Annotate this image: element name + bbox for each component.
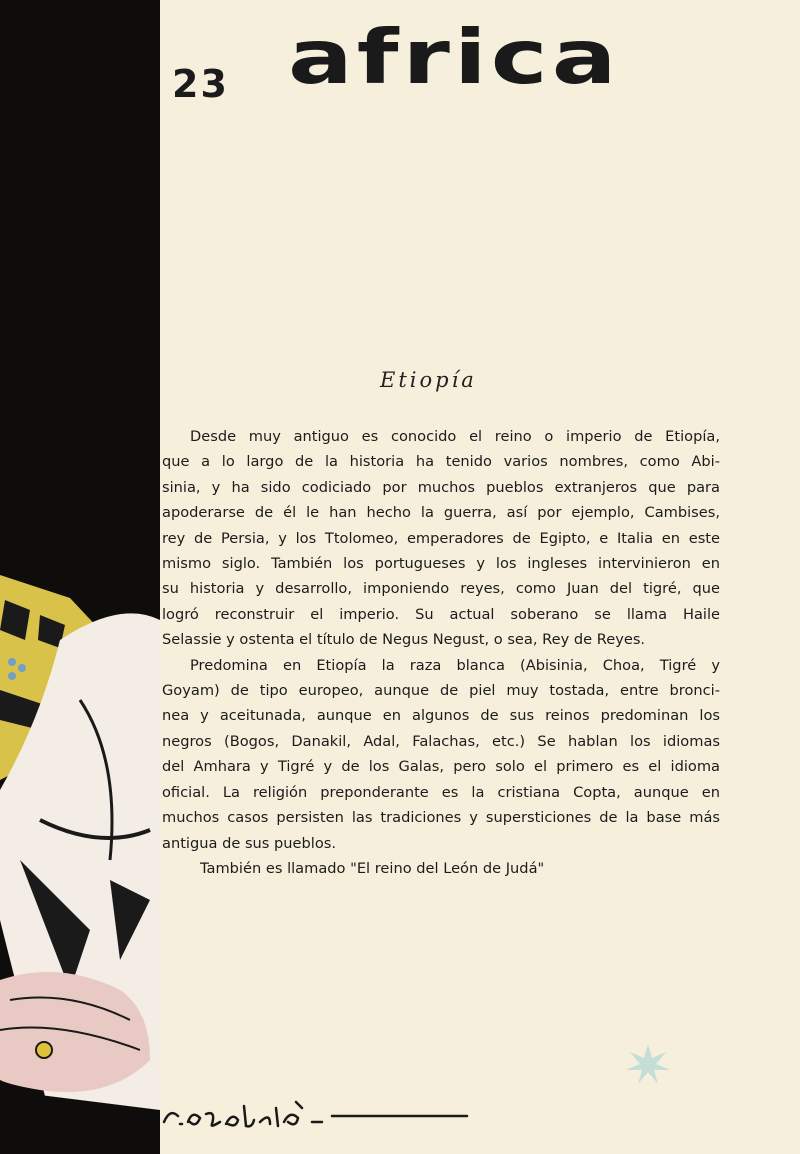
text-line: apoderarse de él le han hecho la guerra, así por ejemplo, Cambises, <box>162 504 720 522</box>
cloth-dot <box>8 658 16 666</box>
ring <box>36 1042 52 1058</box>
text-line: nea y aceitunada, aunque en algunos de sus reinos predominan los <box>162 707 720 725</box>
paragraph <box>162 856 720 881</box>
illustration-drawing <box>0 0 160 1154</box>
text-line: negros (Bogos, Danakil, Adal, Falachas, etc.) Se hablan los idiomas <box>162 732 720 750</box>
article-body <box>162 424 720 881</box>
text-line: rey de Persia, y los Ttolomeo, emperadores de Egipto, e Italia en este <box>162 529 720 547</box>
cloth-dot <box>18 664 26 672</box>
paragraph <box>162 653 720 856</box>
text-line: logró reconstruir el imperio. Su actual soberano se llama Haile <box>162 605 720 623</box>
text-line: Desde muy antiguo es conocido el reino o imperio de Etiopía, <box>190 428 720 445</box>
text-line: su historia y desarrollo, imponiendo reyes, como Juan del tigré, que <box>162 580 720 598</box>
text-line: sinia, y ha sido codiciado por muchos pueblos extranjeros que para <box>162 478 720 496</box>
text-line: Predomina en Etiopía la raza blanca (Abisinia, Choa, Tigré y <box>190 656 720 674</box>
text-line: que a lo largo de la historia ha tenido varios nombres, como Abi- <box>162 453 720 471</box>
page-number: 23 <box>172 62 229 106</box>
text-line: antigua de sus pueblos. <box>162 834 337 852</box>
cloth-dot <box>8 672 16 680</box>
text-line: Goyam) de tipo europeo, aunque de piel muy tostada, entre bronci- <box>162 682 720 700</box>
text-line: muchos casos persisten las tradiciones y supersticiones de la base más <box>162 809 720 827</box>
text-line: mismo siglo. También los portugueses y los ingleses intervinieron en <box>162 555 720 573</box>
artist-signature <box>162 1094 472 1134</box>
article-heading: Etiopía <box>380 368 477 392</box>
paragraph <box>162 424 720 653</box>
text-line: También es llamado "El reino del León de Judá" <box>200 859 545 877</box>
ink-stain <box>622 1040 674 1086</box>
text-line: oficial. La religión preponderante es la cristiana Copta, aunque en <box>162 783 720 801</box>
text-line: Selassie y ostenta el título de Negus Negust, o sea, Rey de Reyes. <box>162 631 646 649</box>
page-title: africa <box>288 13 621 102</box>
side-illustration <box>0 0 160 1154</box>
text-line: del Amhara y Tigré y de los Galas, pero solo el primero es el idioma <box>162 758 720 776</box>
